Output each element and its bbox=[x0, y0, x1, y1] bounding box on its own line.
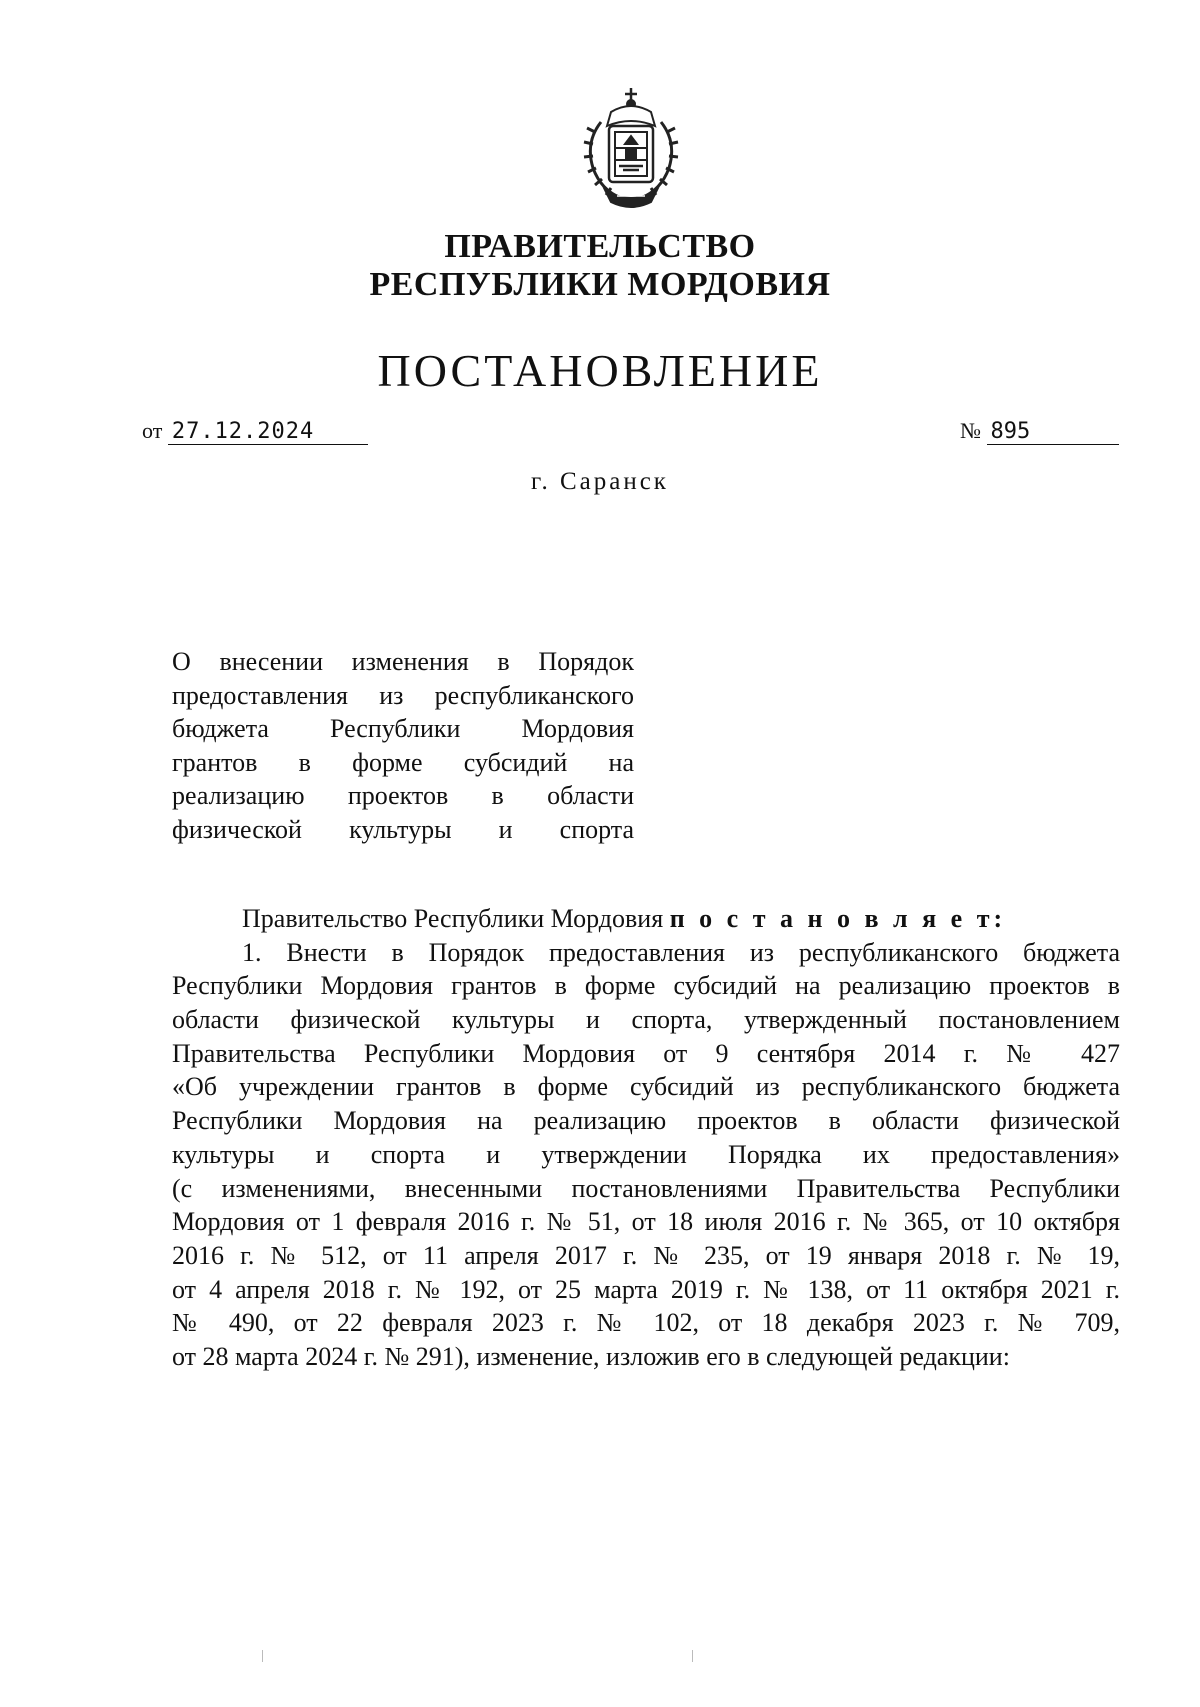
organization-name-line1: ПРАВИТЕЛЬСТВО bbox=[444, 228, 756, 265]
paragraph-line: культуры и спорта и утверждении Порядка их предоставления» bbox=[172, 1139, 1120, 1169]
intro-line bbox=[172, 902, 1120, 936]
paragraph-line: от 4 апреля 2018 г. № 192, от 25 марта 2019 г. № 138, от 11 октября 2021 г. bbox=[172, 1274, 1120, 1304]
paragraph-line: Республики Мордовия на реализацию проектов в области физической bbox=[172, 1106, 1120, 1136]
subject-line: реализацию проектов в области bbox=[172, 781, 634, 810]
document-body bbox=[172, 902, 1120, 1374]
date-value: 27.12.2024 bbox=[168, 419, 368, 445]
number-value: 895 bbox=[987, 419, 1119, 445]
document-number bbox=[960, 418, 1119, 445]
subject-line: бюджета Республики Мордовия bbox=[172, 714, 634, 743]
paragraph-line: Мордовия от 1 февраля 2016 г. № 51, от 18 июля 2016 г. № 365, от 10 октября bbox=[172, 1207, 1120, 1237]
city-name: г. Саранск bbox=[531, 468, 669, 495]
date-prefix: от bbox=[142, 418, 163, 443]
intro-text: Правительство Республики Мордовия bbox=[242, 904, 670, 933]
document-type-title: ПОСТАНОВЛЕНИЕ bbox=[377, 345, 823, 396]
scan-mark bbox=[262, 1650, 263, 1662]
paragraph-line: от 28 марта 2024 г. № 291), изменение, изложив его в следующей редакции: bbox=[172, 1341, 1010, 1371]
subject-line: физической культуры и спорта bbox=[172, 814, 634, 844]
paragraph-line: «Об учреждении грантов в форме субсидий из республиканского бюджета bbox=[172, 1072, 1120, 1102]
paragraph-line: 2016 г. № 512, от 11 апреля 2017 г. № 235, от 19 января 2018 г. № 19, bbox=[172, 1240, 1120, 1270]
paragraph-line: 1. Внести в Порядок предоставления из республиканского бюджета bbox=[242, 937, 1120, 967]
document-date bbox=[142, 418, 368, 445]
subject-line: О внесении изменения в Порядок bbox=[172, 647, 634, 676]
organization-name-line2: РЕСПУБЛИКИ МОРДОВИЯ bbox=[369, 266, 831, 303]
paragraph-line: области физической культуры и спорта, утвержденный постановлением bbox=[172, 1005, 1120, 1035]
scan-mark bbox=[692, 1650, 693, 1662]
document-subject bbox=[172, 645, 634, 846]
coat-of-arms-icon bbox=[571, 86, 691, 214]
paragraph-line: № 490, от 22 февраля 2023 г. № 102, от 18 декабря 2023 г. № 709, bbox=[172, 1308, 1120, 1338]
paragraph-line: Республики Мордовия грантов в форме субсидий на реализацию проектов в bbox=[172, 971, 1120, 1001]
paragraph-line: (с изменениями, внесенными постановлениями Правительства Республики bbox=[172, 1173, 1120, 1203]
paragraph-line: Правительства Республики Мордовия от 9 сентября 2014 г. № 427 bbox=[172, 1038, 1120, 1068]
subject-line: предоставления из республиканского bbox=[172, 680, 634, 710]
number-prefix: № bbox=[960, 418, 981, 443]
subject-line: грантов в форме субсидий на bbox=[172, 747, 634, 777]
intro-emphasis: п о с т а н о в л я е т: bbox=[669, 904, 1007, 933]
